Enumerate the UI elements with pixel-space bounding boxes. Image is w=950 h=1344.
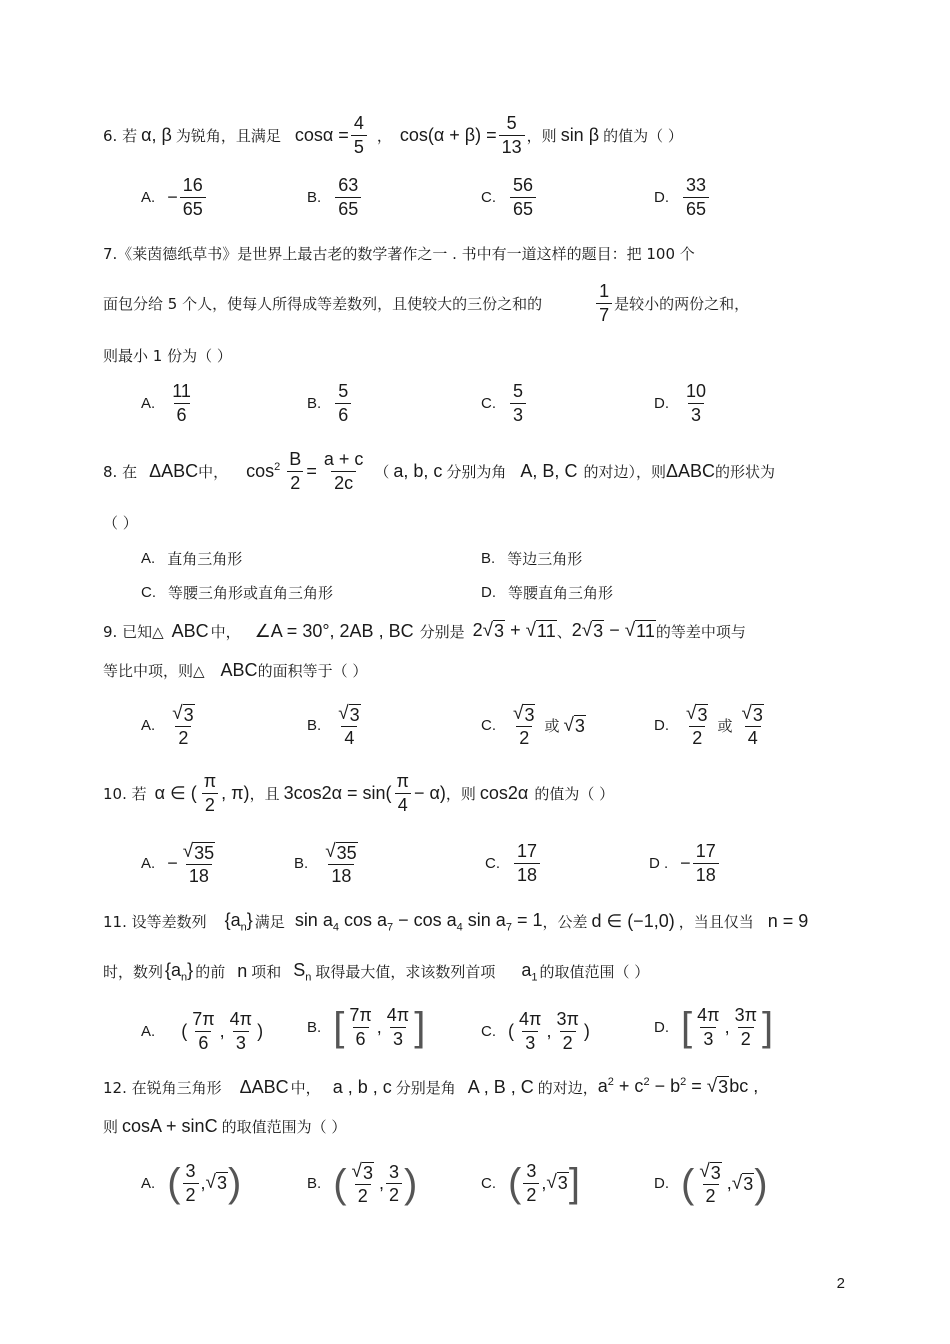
- q6-frac-cos-sum: $\frac{5}{13}$: [499, 112, 525, 158]
- q6-frac-cos: $\frac{4}{5}$: [351, 112, 367, 158]
- question-12-line2: 则 cosA + sinC 的取值范围为（ ）: [103, 1116, 347, 1136]
- page-number: 2: [836, 1275, 845, 1292]
- q6-text-d: 的值为（ ）: [603, 126, 683, 145]
- q11-option-d[interactable]: D. [ $\frac{4\pi}{3}$ , $\frac{3\pi}{2}$ ]: [654, 1005, 774, 1049]
- question-11-line2: 时，数列 $\{a_n\}$ 的前 n 项和 $S_n$ 取得最大值，求该数列首项 $a_1$ 的取值范围（ ）: [103, 960, 650, 984]
- q6-option-d[interactable]: D. $\frac{33}{65}$: [654, 174, 711, 220]
- question-9: 9. 已知△ ABC 中， ∠A = 30°, 2AB , BC 分别是 2 √ 3 + √ 11 、 2 √ 3 − √ 11 的等差中项与: [103, 620, 746, 642]
- q11-option-b[interactable]: B. [ $\frac{7\pi}{6}$ , $\frac{4\pi}{3}$ ]: [307, 1005, 426, 1049]
- q6-option-b[interactable]: B. $\frac{63}{65}$: [307, 174, 363, 220]
- question-6: 6. 若 α, β 为锐角，且满足 cosα = $\frac{4}{5}$ ， cos(α + β) = $\frac{5}{13}$ ，则 sin β 的值为（ ）: [103, 113, 683, 157]
- q7-option-a[interactable]: A. $\frac{11}{6}$: [141, 381, 191, 425]
- q12-option-d[interactable]: D. ( √ 3 2 , √ 3 ): [654, 1161, 768, 1206]
- q12-option-b[interactable]: B. ( √ 3 2 , $\frac{3}{2}$ ): [307, 1161, 418, 1206]
- q6-text-b: 为锐角，且满足: [175, 126, 281, 145]
- q12-option-a[interactable]: A. ( $\frac{3}{2}$ , √ 3 ): [141, 1161, 242, 1205]
- q8-option-a[interactable]: A. 直角三角形: [141, 550, 243, 568]
- q8-option-d[interactable]: D. 等腰直角三角形: [481, 584, 614, 602]
- q7-option-b[interactable]: B. $\frac{5}{6}$: [307, 380, 353, 426]
- q11-option-a[interactable]: A. ( $\frac{7\pi}{6}$ , $\frac{4\pi}{3}$ ): [141, 1009, 264, 1053]
- q8-option-b[interactable]: B. 等边三角形: [481, 550, 583, 568]
- question-8-brackets: （ ）: [103, 514, 138, 532]
- q6-text-a: 6. 若: [103, 126, 138, 145]
- question-12: 12. 在锐角三角形 ΔABC 中， a , b , c 分别是角 A , B , C 的对边， $a^2 + c^2 - b^2$ = √ 3 bc ,: [103, 1076, 759, 1098]
- q6-option-c[interactable]: C. $\frac{56}{65}$: [481, 174, 538, 220]
- q9-option-a[interactable]: A. √ 3 2: [141, 703, 194, 748]
- q10-option-c[interactable]: C. $\frac{17}{18}$: [485, 840, 542, 886]
- q12-option-c[interactable]: C. ( $\frac{3}{2}$ , √ 3 ]: [481, 1161, 580, 1205]
- q9-option-c[interactable]: C. √ 3 2 或 √ 3: [481, 703, 585, 748]
- question-10: 10. 若 α ∈ ( $\frac{\pi}{2}$ , π) ，且 3cos2α = sin( $\frac{\pi}{4}$ − α) ，则 cos2α 的值为（ ）: [103, 771, 615, 815]
- q11-option-c[interactable]: C. ( $\frac{4\pi}{3}$ , $\frac{3\pi}{2}$ ): [481, 1009, 590, 1053]
- q10-option-a[interactable]: A. − √ 35 18: [141, 841, 215, 886]
- q10-option-d[interactable]: D . − $\frac{17}{18}$: [649, 840, 721, 886]
- q9-option-b[interactable]: B. √ 3 4: [307, 703, 360, 748]
- question-7-line2: 面包分给 5 个人，使每人所得成等差数列，且使较大的三份之和的 $\frac{1}{7}$ 是较小的两份之和，: [103, 281, 750, 325]
- q9-option-d[interactable]: D. √ 3 2 或 √ 3 4: [654, 703, 763, 748]
- question-7-line1: 7.《莱茵德纸草书》是世界上最古老的数学著作之一 . 书中有一道这样的题目：把 100 个: [103, 245, 695, 263]
- question-9-line2: 等比中项，则△ ABC 的面积等于（ ）: [103, 660, 368, 680]
- q6-option-a[interactable]: A. − $\frac{16}{65}$: [141, 174, 208, 220]
- q7-option-d[interactable]: D. $\frac{10}{3}$: [654, 381, 707, 425]
- q8-option-c[interactable]: C. 等腰三角形或直角三角形: [141, 584, 334, 602]
- q10-option-b[interactable]: B. √ 35 18: [294, 841, 357, 886]
- question-11: 11. 设等差数列 $\{a_n\}$ 满足 $\sin a_4$ $\cos a_7 - \cos a_4$ $\sin a_7 = 1$ ，公差 d ∈ (−1,0) ，当且仅当 n = 9: [103, 910, 809, 934]
- q6-text-c: ，则: [526, 126, 557, 145]
- q7-option-c[interactable]: C. $\frac{5}{3}$: [481, 380, 528, 426]
- question-8: 8. 在 ΔABC 中， $\cos^2$ $\frac{B}{2}$ = $\frac{a + c}{2c}$ （ a, b, c 分别为角 A, B, C 的对边），则 ΔABC 的形状为: [103, 449, 776, 493]
- question-7-line3: 则最小 1 份为（ ）: [103, 347, 232, 365]
